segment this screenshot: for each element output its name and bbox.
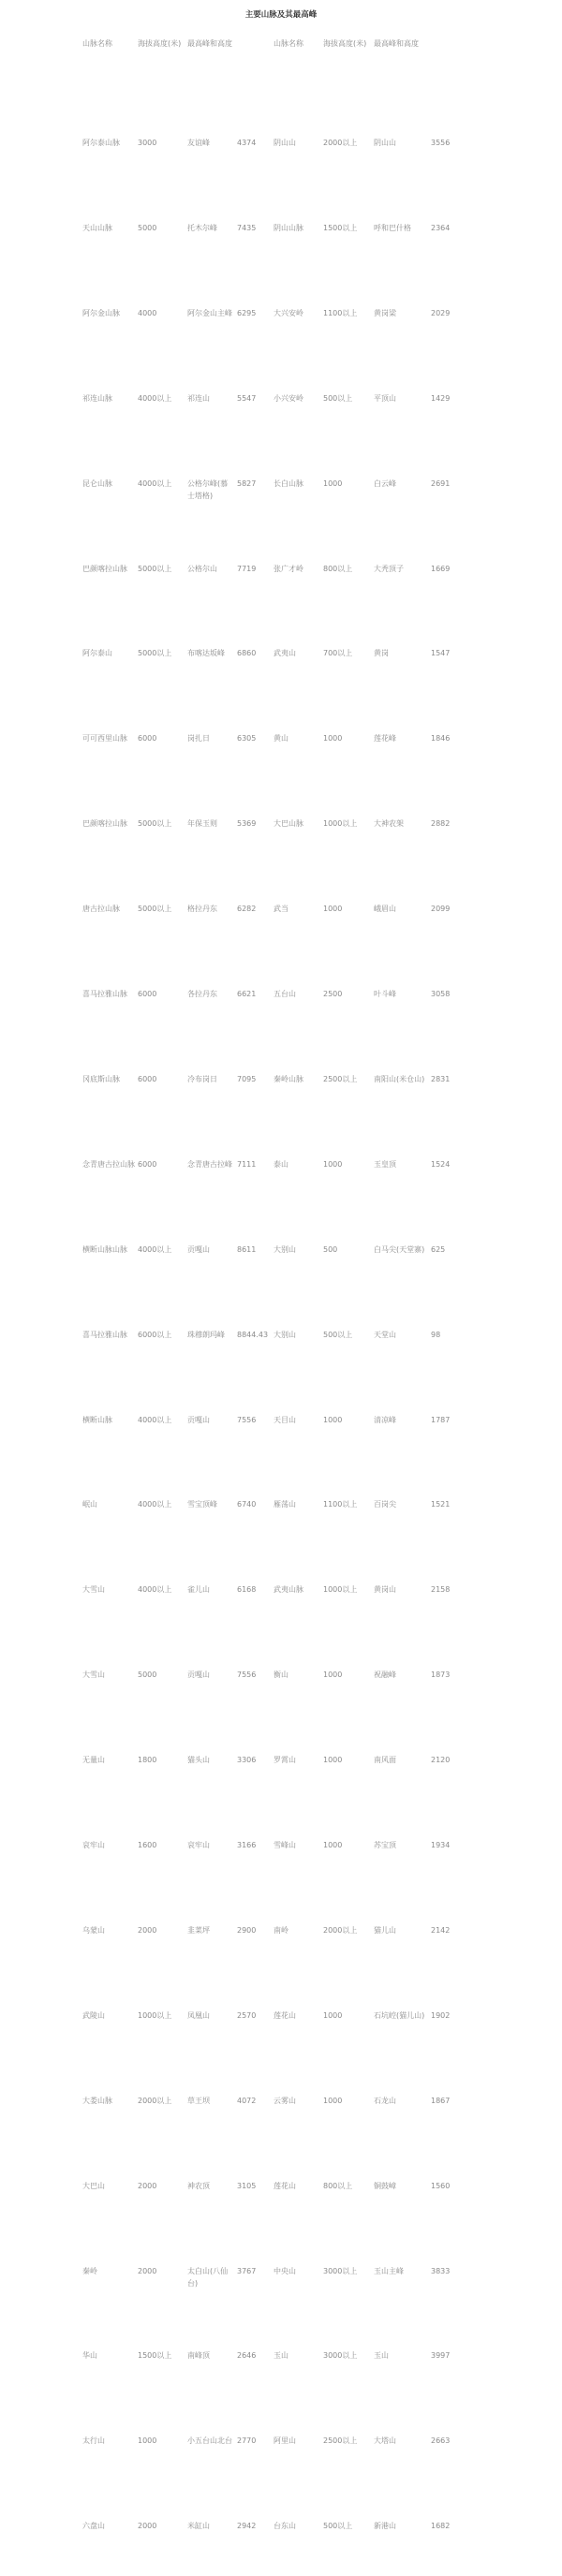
table-cell: 7111 xyxy=(237,1160,257,1169)
table-cell: 1000 xyxy=(323,1160,343,1169)
table-cell: 阿尔金山脉 xyxy=(82,309,120,317)
table-cell: 2942 xyxy=(237,2522,257,2530)
table-cell: 1547 xyxy=(431,649,451,657)
table-cell: 3000 xyxy=(138,139,157,147)
table-cell: 叶斗峰 xyxy=(374,990,396,998)
table-cell: 4374 xyxy=(237,139,257,147)
table-cell: 长白山脉 xyxy=(274,479,303,488)
table-row xyxy=(0,2349,562,2406)
table-cell: 4000以上 xyxy=(138,1500,172,1509)
table-cell: 5000以上 xyxy=(138,819,172,828)
table-row xyxy=(0,2009,562,2066)
table-cell: 1682 xyxy=(431,2522,451,2530)
table-cell: 大神农架 xyxy=(374,819,404,828)
table-cell: 祝融峰 xyxy=(374,1671,396,1679)
header-cell: 山脉名称 xyxy=(82,39,112,48)
table-cell: 大雪山 xyxy=(82,1671,105,1679)
table-cell: 玉山 xyxy=(374,2351,389,2360)
table-row xyxy=(0,2265,562,2321)
table-cell: 武当 xyxy=(274,905,288,913)
table-cell: 1000 xyxy=(138,2436,157,2445)
table-cell: 喜马拉雅山脉 xyxy=(82,1331,127,1339)
table-cell: 500以上 xyxy=(323,394,353,403)
table-cell: 3767 xyxy=(237,2267,257,2275)
table-cell: 1100以上 xyxy=(323,1500,358,1509)
table-row xyxy=(0,2095,562,2151)
table-cell: 2646 xyxy=(237,2351,257,2360)
table-cell: 5827 xyxy=(237,479,257,488)
table-cell: 武夷山脉 xyxy=(274,1585,303,1594)
table-cell: 岷山 xyxy=(82,1500,97,1509)
table-row xyxy=(0,1073,562,1129)
table-cell: 2500以上 xyxy=(323,2436,358,2445)
table-cell: 黄山 xyxy=(274,734,288,743)
table-cell: 可可西里山脉 xyxy=(82,734,127,743)
table-cell: 2000以上 xyxy=(323,139,358,147)
table-cell: 1846 xyxy=(431,734,451,743)
table-cell: 5000以上 xyxy=(138,565,172,573)
table-cell: 昆仑山脉 xyxy=(82,479,112,488)
table-cell: 云雾山 xyxy=(274,2097,296,2105)
table-cell: 1000 xyxy=(323,479,343,488)
page-title: 主要山脉及其最高峰 xyxy=(244,10,318,20)
table-cell: 新港山 xyxy=(374,2522,396,2530)
table-cell: 4072 xyxy=(237,2097,257,2105)
table-cell: 7556 xyxy=(237,1671,257,1679)
table-cell: 中央山 xyxy=(274,2267,296,2275)
table-cell: 玉山 xyxy=(274,2351,288,2360)
table-cell: 5000以上 xyxy=(138,649,172,657)
table-cell: 祁连山脉 xyxy=(82,394,112,403)
table-cell: 1000以上 xyxy=(138,2011,172,2020)
table-cell: 1787 xyxy=(431,1416,451,1424)
table-cell: 500以上 xyxy=(323,1331,353,1339)
table-cell: 石坑崆(猫儿山) xyxy=(374,2011,425,2020)
table-cell: 625 xyxy=(431,1245,446,1254)
table-cell: 2500以上 xyxy=(323,1075,358,1083)
table-cell: 2831 xyxy=(431,1075,451,1083)
table-cell: 阴山山 xyxy=(374,139,396,147)
table-cell: 1500以上 xyxy=(138,2351,172,2360)
table-cell: 4000以上 xyxy=(138,394,172,403)
table-cell: 2142 xyxy=(431,1926,451,1935)
table-cell: 呼和巴什格 xyxy=(374,224,411,232)
table-cell: 天山山脉 xyxy=(82,224,112,232)
table-cell: 2770 xyxy=(237,2436,257,2445)
table-cell: 阴山山脉 xyxy=(274,224,303,232)
table-cell: 冷布岗日 xyxy=(187,1075,217,1083)
table-cell: 托木尔峰 xyxy=(187,224,217,232)
table-cell: 大巴山 xyxy=(82,2182,105,2190)
table-cell: 6000 xyxy=(138,1075,157,1083)
table-cell: 3306 xyxy=(237,1756,257,1764)
table-cell: 贡嘎山 xyxy=(187,1416,210,1424)
table-cell: 5547 xyxy=(237,394,257,403)
header-cell: 海拔高度(米) xyxy=(323,39,367,48)
table-cell: 800以上 xyxy=(323,2182,353,2190)
table-cell: 2882 xyxy=(431,819,451,828)
table-cell: 武夷山 xyxy=(274,649,296,657)
header-cell: 海拔高度(米) xyxy=(138,39,182,48)
table-cell: 1000 xyxy=(323,905,343,913)
table-cell: 1669 xyxy=(431,565,451,573)
table-cell: 3166 xyxy=(237,1841,257,1849)
table-cell: 莲花峰 xyxy=(374,734,396,743)
table-row xyxy=(0,1414,562,1470)
table-cell: 哀牢山 xyxy=(187,1841,210,1849)
table-cell: 太白山(八仙台) xyxy=(187,2267,229,2288)
table-cell: 大兴安岭 xyxy=(274,309,303,317)
table-row xyxy=(0,1329,562,1385)
table-cell: 1000以上 xyxy=(323,1585,358,1594)
table-cell: 黄岗 xyxy=(374,649,389,657)
table-cell: 阿尔金山主峰 xyxy=(187,309,232,317)
table-cell: 500 xyxy=(323,1245,338,1254)
table-cell: 念青唐古拉峰 xyxy=(187,1160,232,1169)
table-cell: 猫头山 xyxy=(187,1756,210,1764)
table-row xyxy=(0,1754,562,1810)
table-cell: 小兴安岭 xyxy=(274,394,303,403)
table-cell: 2663 xyxy=(431,2436,451,2445)
table-row xyxy=(0,1669,562,1725)
table-cell: 3556 xyxy=(431,139,451,147)
table-cell: 玉皇顶 xyxy=(374,1160,396,1169)
table-cell: 乌蒙山 xyxy=(82,1926,105,1935)
table-cell: 白云峰 xyxy=(374,479,396,488)
header-cell: 山脉名称 xyxy=(274,39,303,48)
table-cell: 1100以上 xyxy=(323,309,358,317)
table-row xyxy=(0,2435,562,2491)
table-row xyxy=(0,2520,562,2576)
table-cell: 7556 xyxy=(237,1416,257,1424)
table-cell: 3000以上 xyxy=(323,2267,358,2275)
table-cell: 1873 xyxy=(431,1671,451,1679)
table-cell: 2099 xyxy=(431,905,451,913)
table-cell: 友谊峰 xyxy=(187,139,210,147)
table-cell: 横断山脉 xyxy=(82,1416,112,1424)
table-cell: 8844.43 xyxy=(237,1331,269,1339)
table-cell: 1000以上 xyxy=(323,819,358,828)
table-row xyxy=(0,307,562,363)
table-cell: 3105 xyxy=(237,2182,257,2190)
table-cell: 苏宝顶 xyxy=(374,1841,396,1849)
table-cell: 黄岗梁 xyxy=(374,309,396,317)
table-row xyxy=(0,1924,562,1980)
table-cell: 南阳山(米仓山) xyxy=(374,1075,425,1083)
table-cell: 巴颜喀拉山脉 xyxy=(82,819,127,828)
table-row xyxy=(0,392,562,449)
table-cell: 大别山 xyxy=(274,1331,296,1339)
table-cell: 2000 xyxy=(138,2182,157,2190)
table-row xyxy=(0,817,562,874)
table-cell: 念青唐古拉山脉 xyxy=(82,1160,135,1169)
table-cell: 南风面 xyxy=(374,1756,396,1764)
table-cell: 3833 xyxy=(431,2267,451,2275)
table-cell: 平顶山 xyxy=(374,394,396,403)
table-cell: 2900 xyxy=(237,1926,257,1935)
table-row xyxy=(0,2180,562,2236)
table-cell: 铜鼓嶂 xyxy=(374,2182,396,2190)
table-cell: 7435 xyxy=(237,224,257,232)
table-cell: 凤凰山 xyxy=(187,2011,210,2020)
table-cell: 6000 xyxy=(138,1160,157,1169)
table-cell: 峨眉山 xyxy=(374,905,396,913)
table-cell: 天目山 xyxy=(274,1416,296,1424)
table-cell: 5000 xyxy=(138,1671,157,1679)
table-cell: 1934 xyxy=(431,1841,451,1849)
table-cell: 草王坝 xyxy=(187,2097,210,2105)
table-cell: 莲花山 xyxy=(274,2182,296,2190)
table-cell: 太行山 xyxy=(82,2436,105,2445)
table-cell: 秦岭山脉 xyxy=(274,1075,303,1083)
table-cell: 1521 xyxy=(431,1500,451,1509)
table-cell: 2570 xyxy=(237,2011,257,2020)
table-cell: 阿尔泰山 xyxy=(82,649,112,657)
table-cell: 6740 xyxy=(237,1500,257,1509)
table-cell: 3997 xyxy=(431,2351,451,2360)
table-cell: 岗扎日 xyxy=(187,734,210,743)
table-cell: 2029 xyxy=(431,309,451,317)
table-cell: 1000 xyxy=(323,2097,343,2105)
table-cell: 6282 xyxy=(237,905,257,913)
table-cell: 小五台山北台 xyxy=(187,2436,232,2445)
table-row xyxy=(0,732,562,788)
table-cell: 1000 xyxy=(323,734,343,743)
table-cell: 5000以上 xyxy=(138,905,172,913)
table-cell: 罗霄山 xyxy=(274,1756,296,1764)
table-cell: 张广才岭 xyxy=(274,565,303,573)
table-cell: 五台山 xyxy=(274,990,296,998)
table-cell: 天堂山 xyxy=(374,1331,396,1339)
table-cell: 2500 xyxy=(323,990,343,998)
table-row xyxy=(0,478,562,534)
table-row xyxy=(0,1583,562,1640)
table-cell: 3058 xyxy=(431,990,451,998)
table-cell: 格拉丹东 xyxy=(187,905,217,913)
table-cell: 韭菜坪 xyxy=(187,1926,210,1935)
table-row xyxy=(0,1158,562,1214)
table-cell: 大雪山 xyxy=(82,1585,105,1594)
table-cell: 1902 xyxy=(431,2011,451,2020)
table-cell: 4000以上 xyxy=(138,1245,172,1254)
table-cell: 白马尖(天堂寨) xyxy=(374,1245,425,1254)
table-row xyxy=(0,137,562,193)
table-cell: 公格尔峰(慕士塔格) xyxy=(187,479,229,500)
table-row xyxy=(0,903,562,959)
table-cell: 台东山 xyxy=(274,2522,296,2530)
table-cell: 2120 xyxy=(431,1756,451,1764)
table-cell: 7095 xyxy=(237,1075,257,1083)
table-cell: 无量山 xyxy=(82,1756,105,1764)
table-cell: 大别山 xyxy=(274,1245,296,1254)
table-cell: 米缸山 xyxy=(187,2522,210,2530)
table-cell: 哀牢山 xyxy=(82,1841,105,1849)
table-cell: 年保玉则 xyxy=(187,819,217,828)
table-cell: 6621 xyxy=(237,990,257,998)
table-cell: 雁荡山 xyxy=(274,1500,296,1509)
table-cell: 1560 xyxy=(431,2182,451,2190)
table-cell: 1000 xyxy=(323,1671,343,1679)
table-cell: 1800 xyxy=(138,1756,157,1764)
table-cell: 6000 xyxy=(138,990,157,998)
table-cell: 800以上 xyxy=(323,565,353,573)
table-header xyxy=(0,37,562,75)
table-cell: 公格尔山 xyxy=(187,565,217,573)
table-cell: 大秃顶子 xyxy=(374,565,404,573)
table-cell: 雀儿山 xyxy=(187,1585,210,1594)
table-cell: 唐古拉山脉 xyxy=(82,905,120,913)
table-row xyxy=(0,1839,562,1895)
table-cell: 阿里山 xyxy=(274,2436,296,2445)
table-cell: 5369 xyxy=(237,819,257,828)
table-cell: 1500以上 xyxy=(323,224,358,232)
table-cell: 喜马拉雅山脉 xyxy=(82,990,127,998)
table-cell: 2000 xyxy=(138,2267,157,2275)
table-cell: 黄岗山 xyxy=(374,1585,396,1594)
table-cell: 4000以上 xyxy=(138,1585,172,1594)
table-cell: 雪峰山 xyxy=(274,1841,296,1849)
table-cell: 六盘山 xyxy=(82,2522,105,2530)
table-cell: 贡嘎山 xyxy=(187,1671,210,1679)
table-cell: 珠穆朗玛峰 xyxy=(187,1331,225,1339)
table-cell: 7719 xyxy=(237,565,257,573)
table-cell: 2158 xyxy=(431,1585,451,1594)
table-cell: 4000以上 xyxy=(138,479,172,488)
table-cell: 武陵山 xyxy=(82,2011,105,2020)
header-cell: 最高峰和高度 xyxy=(374,39,419,48)
table-cell: 1524 xyxy=(431,1160,451,1169)
table-cell: 1600 xyxy=(138,1841,157,1849)
table-cell: 4000以上 xyxy=(138,1416,172,1424)
table-cell: 雪宝顶峰 xyxy=(187,1500,217,1509)
header-cell: 最高峰和高度 xyxy=(187,39,232,48)
table-cell: 1000 xyxy=(323,1841,343,1849)
table-cell: 衡山 xyxy=(274,1671,288,1679)
table-cell: 2000 xyxy=(138,2522,157,2530)
table-row xyxy=(0,222,562,278)
table-cell: 700以上 xyxy=(323,649,353,657)
table-cell: 1000 xyxy=(323,1756,343,1764)
table-cell: 6305 xyxy=(237,734,257,743)
table-cell: 贡嘎山 xyxy=(187,1245,210,1254)
table-cell: 冈底斯山脉 xyxy=(82,1075,120,1083)
table-cell: 阴山山 xyxy=(274,139,296,147)
table-cell: 南岭 xyxy=(274,1926,288,1935)
table-cell: 玉山主峰 xyxy=(374,2267,404,2275)
table-cell: 1867 xyxy=(431,2097,451,2105)
table-cell: 猫儿山 xyxy=(374,1926,396,1935)
table-cell: 泰山 xyxy=(274,1160,288,1169)
table-cell: 6860 xyxy=(237,649,257,657)
table-cell: 百岗尖 xyxy=(374,1500,396,1509)
table-cell: 巴颜喀拉山脉 xyxy=(82,565,127,573)
table-cell: 华山 xyxy=(82,2351,97,2360)
table-row xyxy=(0,563,562,619)
table-row xyxy=(0,1498,562,1554)
table-cell: 布喀达坂峰 xyxy=(187,649,225,657)
table-cell: 2000 xyxy=(138,1926,157,1935)
table-cell: 6295 xyxy=(237,309,257,317)
table-cell: 1429 xyxy=(431,394,451,403)
table-cell: 8611 xyxy=(237,1245,257,1254)
table-cell: 1000 xyxy=(323,2011,343,2020)
table-cell: 2000以上 xyxy=(138,2097,172,2105)
table-cell: 横断山脉山脉 xyxy=(82,1245,127,1254)
table-cell: 98 xyxy=(431,1331,441,1339)
table-cell: 神农顶 xyxy=(187,2182,210,2190)
table-cell: 大娄山脉 xyxy=(82,2097,112,2105)
table-cell: 南峰顶 xyxy=(187,2351,210,2360)
table-cell: 3000以上 xyxy=(323,2351,358,2360)
table-cell: 大塔山 xyxy=(374,2436,396,2445)
table-cell: 阿尔泰山脉 xyxy=(82,139,120,147)
table-cell: 2000以上 xyxy=(323,1926,358,1935)
table-cell: 大巴山脉 xyxy=(274,819,303,828)
table-row xyxy=(0,988,562,1044)
table-cell: 2364 xyxy=(431,224,451,232)
table-cell: 祁连山 xyxy=(187,394,210,403)
table-cell: 6168 xyxy=(237,1585,257,1594)
table-cell: 清凉峰 xyxy=(374,1416,396,1424)
table-cell: 1000 xyxy=(323,1416,343,1424)
table-row xyxy=(0,1244,562,1300)
table-cell: 5000 xyxy=(138,224,157,232)
table-cell: 莲花山 xyxy=(274,2011,296,2020)
table-cell: 石龙山 xyxy=(374,2097,396,2105)
table-cell: 各拉丹东 xyxy=(187,990,217,998)
table-cell: 500以上 xyxy=(323,2522,353,2530)
table-cell: 2691 xyxy=(431,479,451,488)
table-cell: 6000以上 xyxy=(138,1331,172,1339)
table-cell: 4000 xyxy=(138,309,157,317)
table-cell: 秦岭 xyxy=(82,2267,97,2275)
table-cell: 6000 xyxy=(138,734,157,743)
table-row xyxy=(0,647,562,703)
